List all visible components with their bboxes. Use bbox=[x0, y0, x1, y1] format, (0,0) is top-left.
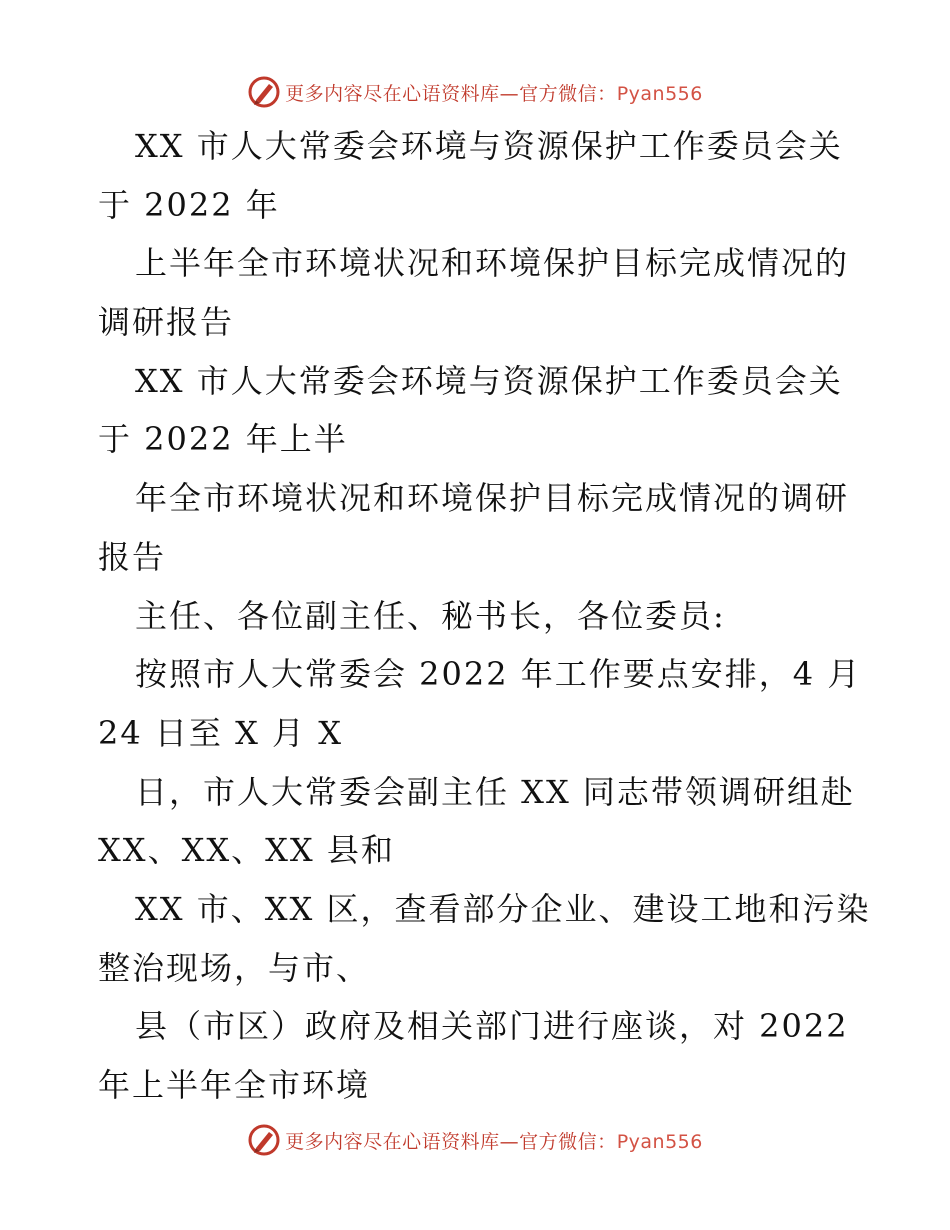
text-line: 年上半年全市环境 bbox=[98, 1066, 371, 1104]
text-line: XX 市人大常委会环境与资源保护工作委员会关 bbox=[135, 361, 843, 400]
text-line: 主任、各位副主任、秘书长，各位委员: bbox=[135, 596, 726, 635]
text-line: 整治现场，与市、 bbox=[98, 948, 371, 987]
watermark-wechat-id: Pyan556 bbox=[616, 1130, 703, 1153]
text-line: 调研报告 bbox=[98, 303, 235, 342]
text-line: 县（市区）政府及相关部门进行座谈，对 2022 bbox=[135, 1007, 849, 1046]
footer-watermark bbox=[0, 1120, 950, 1160]
text-line: 于 2022 年 bbox=[98, 185, 280, 224]
text-line: 上半年全市环境状况和环境保护目标完成情况的 bbox=[135, 244, 850, 283]
watermark-separator: — bbox=[499, 82, 520, 105]
watermark-separator: — bbox=[499, 1130, 520, 1153]
watermark-site: 更多内容尽在心语资料库 bbox=[285, 1130, 500, 1153]
document-body bbox=[98, 117, 871, 1115]
watermark-text bbox=[285, 1127, 703, 1154]
watermark-text bbox=[285, 79, 703, 106]
pen-logo-icon bbox=[247, 75, 281, 109]
text-line: 按照市人大常委会 2022 年工作要点安排，4 月 bbox=[135, 655, 862, 694]
text-line: 于 2022 年上半 bbox=[98, 420, 348, 459]
text-line: 年全市环境状况和环境保护目标完成情况的调研 bbox=[135, 479, 850, 518]
watermark-wechat-label: 官方微信： bbox=[519, 1130, 617, 1153]
text-line: XX 市人大常委会环境与资源保护工作委员会关 bbox=[135, 127, 843, 165]
text-line: 24 日至 X 月 X bbox=[98, 713, 343, 752]
watermark-wechat-id: Pyan556 bbox=[616, 82, 703, 105]
text-line: 日，市人大常委会副主任 XX 同志带领调研组赴 bbox=[135, 772, 855, 811]
text-line: 报告 bbox=[98, 537, 167, 576]
pen-logo-icon bbox=[247, 1123, 281, 1157]
text-line: XX 市、XX 区，查看部分企业、建设工地和污染 bbox=[135, 889, 871, 928]
watermark-wechat-label: 官方微信： bbox=[519, 82, 617, 105]
watermark-site: 更多内容尽在心语资料库 bbox=[285, 82, 500, 105]
header-watermark bbox=[0, 72, 950, 112]
text-line: XX、XX、XX 县和 bbox=[98, 831, 395, 870]
